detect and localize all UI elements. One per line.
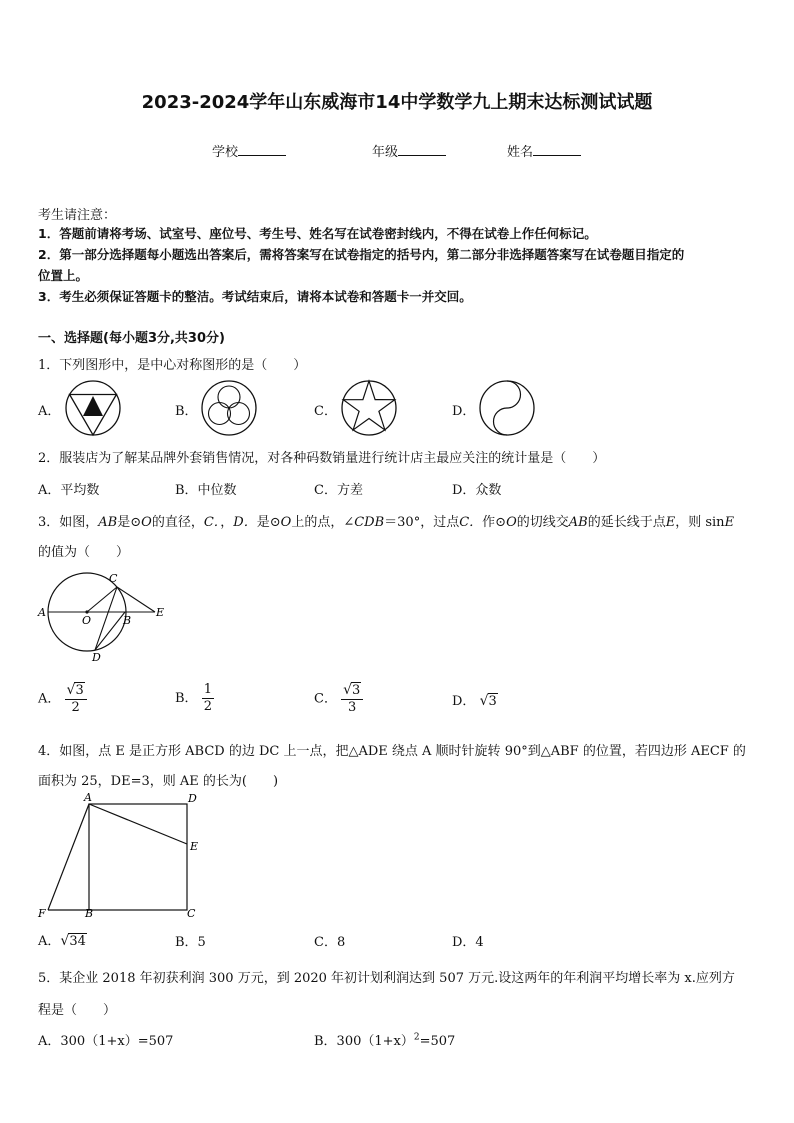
q5-option-b-pre: B．300（1+x）: [314, 1034, 414, 1049]
q3-fig-label-d: D: [92, 651, 101, 664]
school-field: [212, 141, 286, 160]
q3-text-7: 作⊙: [482, 515, 507, 530]
page-title: 2023-2024学年山东威海市14中学数学九上期末达标测试试题: [141, 92, 653, 113]
q4-fig-label-e: E: [190, 840, 199, 853]
q3-var-o3: O: [506, 515, 517, 530]
q4-option-d: D．4: [452, 935, 484, 950]
q4-option-a: A．√34: [38, 933, 86, 949]
q4-fig-label-f: F: [38, 907, 46, 920]
q3-text-comma: ，: [220, 515, 234, 530]
q3-option-a-value: $\frac{√3}{2}$: [65, 682, 87, 716]
q2-option-b: B．中位数: [175, 483, 237, 498]
q3-var-o: O: [141, 515, 152, 530]
name-blank: [533, 143, 581, 156]
q3-option-b: [175, 682, 214, 715]
q2-stem: 2．服装店为了解某品牌外套销售情况，对各种码数销量进行统计店主最应关注的统计量是（ ）: [38, 451, 606, 466]
q3-stem-cont: 的值为（ ）: [38, 545, 130, 560]
q3-fig-label-a: A: [38, 606, 46, 619]
q3-option-d-label: D．: [452, 694, 476, 709]
q4-option-a-value: 34: [69, 934, 86, 949]
q4-fig-label-d: D: [188, 792, 197, 805]
q1-option-a-label: A．: [38, 404, 61, 419]
q3-var-e: E: [665, 515, 676, 530]
name-field: [507, 141, 581, 160]
q3-fig-label-c: C: [109, 572, 118, 585]
q1-option-d-label: D．: [452, 404, 476, 419]
q3-var-c2: C．: [459, 515, 483, 530]
grade-label: 年级: [372, 145, 399, 160]
q2-option-c: C．方差: [314, 483, 363, 498]
q3-fig-label-e: E: [156, 606, 165, 619]
q3-option-a: [38, 682, 87, 716]
q3-option-b-label: B．: [175, 691, 198, 706]
q5-stem-cont: 程是（ ）: [38, 1003, 117, 1018]
q4-option-b: B．5: [175, 935, 206, 950]
q2-option-a: A．平均数: [38, 483, 100, 498]
q3-text-2: 是⊙: [117, 515, 142, 530]
q1-option-d-figure: [478, 379, 536, 437]
q5-option-b-exp: 2: [413, 1032, 420, 1043]
q3-var-e2: E: [724, 515, 735, 530]
q5-option-b: [314, 1030, 455, 1049]
q4-stem: 4．如图，点 E 是正方形 ABCD 的边 DC 上一点，把△ADE 绕点 A 顺时针旋转 90°到△ABF 的位置，若四边形 AECF 的: [38, 744, 746, 759]
q3-text-6: ＝30°，过点: [384, 515, 460, 530]
q4-figure: [34, 790, 204, 920]
q3-option-c-label: C．: [314, 691, 337, 707]
q3-option-b-value: $\frac{1}{2}$: [203, 682, 212, 714]
q1-option-c-figure: [340, 379, 398, 437]
q1-option-a-figure: [64, 379, 122, 437]
q3-var-d: D．: [233, 515, 257, 530]
q3-option-d-value: √3: [479, 693, 497, 709]
q3-figure: [34, 568, 174, 664]
grade-blank: [398, 143, 446, 156]
school-label: 学校: [212, 145, 239, 160]
q1-option-b-figure: [200, 379, 258, 437]
q1-stem: 1．下列图形中，是中心对称图形的是（ ）: [38, 358, 307, 373]
q3-text-10: ，则 sin: [675, 515, 725, 530]
q4-option-a-label: A．: [38, 934, 61, 949]
q3-option-c: [314, 682, 363, 716]
q4-stem-cont: 面积为 25，DE=3，则 AE 的长为( ): [38, 774, 279, 789]
notice-item-1: 1．答题前请将考场、试室号、座位号、考生号、姓名写在试卷密封线内，不得在试卷上作任何标记。: [38, 226, 597, 241]
notice-item-2: 2．第一部分选择题每小题选出答案后，需将答案写在试卷指定的括号内，第二部分非选择题答案写在试卷题目指定的: [38, 247, 685, 262]
q3-var-c: C．: [203, 515, 221, 530]
q4-fig-label-b: B: [85, 907, 94, 920]
grade-field: [372, 141, 446, 160]
q3-stem: [38, 511, 734, 530]
q3-text-9: 的延长线于点: [587, 515, 666, 530]
q5-option-b-post: =507: [419, 1034, 456, 1049]
section-heading: 一、选择题(每小题3分,共30分): [38, 331, 225, 346]
q3-var-ab: AB: [98, 515, 118, 530]
q3-var-ab2: AB: [568, 515, 588, 530]
notice-heading: 考生请注意：: [38, 208, 117, 223]
q4-fig-label-c: C: [187, 907, 196, 920]
notice-item-3: 3．考生必须保证答题卡的整洁。考试结束后，请将本试卷和答题卡一并交回。: [38, 289, 472, 304]
q3-text-8: 的切线交: [516, 515, 569, 530]
q3-var-cdb: CDB: [354, 515, 385, 530]
q3-text-3: 的直径，: [151, 515, 204, 530]
notice-item-2-cont: 位置上。: [38, 268, 89, 283]
q3-text-5: 上的点，∠: [291, 515, 355, 530]
q3-option-a-label: A．: [38, 691, 61, 707]
q1-option-b-label: B．: [175, 404, 198, 419]
q3-text-1: 3．如图，: [38, 515, 99, 530]
q3-fig-label-o: O: [82, 614, 92, 627]
name-label: 姓名: [507, 145, 534, 160]
q3-option-d: [452, 690, 498, 709]
school-blank: [238, 143, 286, 156]
q3-fig-label-b: B: [123, 614, 132, 627]
q2-option-d: D．众数: [452, 483, 502, 498]
q3-option-c-value: $\frac{√3}{3}$: [341, 682, 363, 716]
q1-option-c-label: C．: [314, 404, 337, 419]
q4-option-c: C．8: [314, 935, 346, 950]
q5-stem: 5．某企业 2018 年初获利润 300 万元，到 2020 年初计划利润达到 507 万元.设这两年的年利润平均增长率为 x.应列方: [38, 971, 735, 986]
q3-text-4: 是⊙: [256, 515, 281, 530]
q5-option-a: A．300（1+x）=507: [38, 1034, 174, 1049]
q4-fig-label-a: A: [84, 791, 92, 804]
q3-var-o2: O: [280, 515, 292, 530]
